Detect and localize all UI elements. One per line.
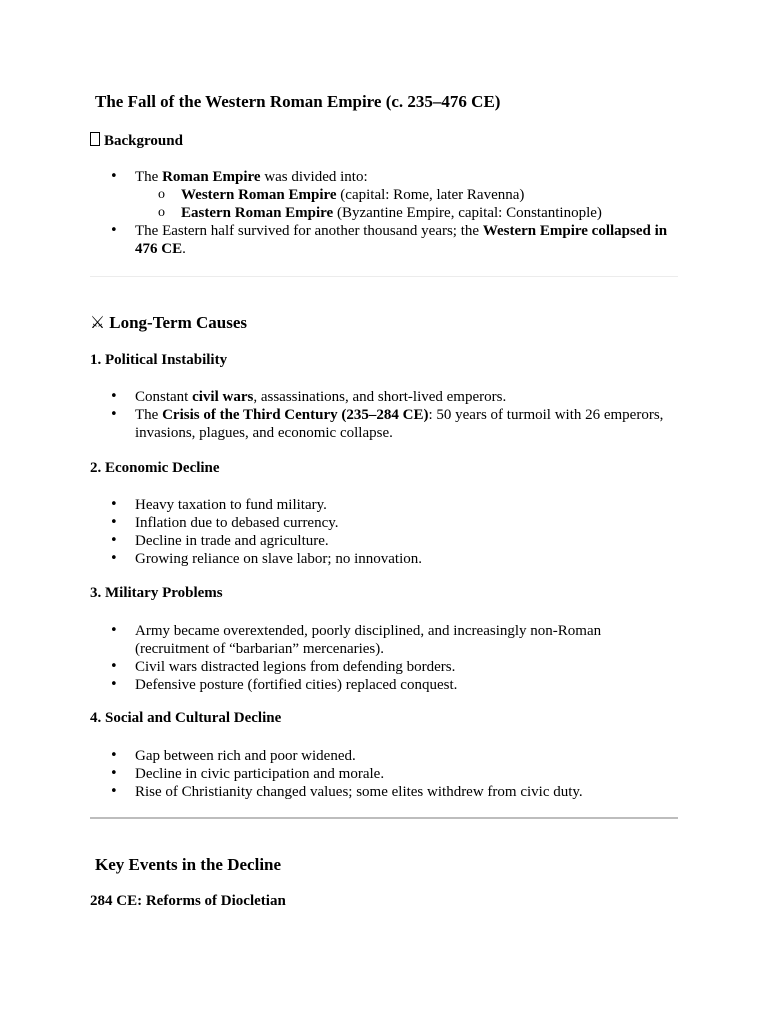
event-heading bbox=[90, 893, 286, 910]
list-item: • Decline in trade and agriculture. bbox=[90, 532, 678, 550]
list-item: • Inflation due to debased currency. bbox=[90, 514, 678, 532]
item-text: The bbox=[135, 407, 163, 423]
section-heading bbox=[90, 585, 223, 602]
item-bold-text: Crisis of the Third Century (235–284 CE) bbox=[162, 407, 429, 423]
missing-glyph-icon bbox=[90, 132, 100, 146]
list-item: • Army became overextended, poorly disciplined, and increasingly non-Roman (recruitment of “barbarian” mercenaries). bbox=[90, 622, 650, 658]
background-list bbox=[90, 168, 678, 258]
item-text: The bbox=[135, 169, 163, 185]
item-bold-text: Roman Empire bbox=[162, 169, 261, 185]
long-term-heading bbox=[90, 313, 247, 333]
sub-list-item bbox=[90, 186, 678, 204]
key-events-heading-text: Key Events in the Decline bbox=[95, 855, 282, 874]
section-divider bbox=[90, 276, 678, 277]
event-heading-text: 284 CE: Reforms of Diocletian bbox=[90, 893, 286, 909]
long-term-heading-text: Long-Term Causes bbox=[109, 313, 247, 332]
section-heading bbox=[90, 352, 227, 369]
list-item: • Rise of Christianity changed values; some elites withdrew from civic duty. bbox=[90, 783, 678, 801]
section-heading-text: 3. Military Problems bbox=[90, 585, 223, 601]
item-text: (Byzantine Empire, capital: Constantinople) bbox=[333, 205, 602, 221]
social-list bbox=[90, 747, 678, 801]
background-heading-text: Background bbox=[104, 133, 183, 149]
section-heading-text: 1. Political Instability bbox=[90, 352, 228, 368]
political-list bbox=[90, 388, 678, 442]
list-item: • Civil wars distracted legions from defending borders. bbox=[90, 658, 650, 676]
item-text: (capital: Rome, later Ravenna) bbox=[336, 187, 525, 203]
list-item bbox=[90, 388, 678, 406]
background-heading bbox=[90, 132, 183, 150]
section-heading-text: 2. Economic Decline bbox=[90, 460, 220, 476]
list-item: • Heavy taxation to fund military. bbox=[90, 496, 678, 514]
list-item: • Decline in civic participation and morale. bbox=[90, 765, 678, 783]
section-heading-text: 4. Social and Cultural Decline bbox=[90, 710, 282, 726]
item-bold-text: Eastern Roman Empire bbox=[181, 205, 334, 221]
section-heading bbox=[90, 710, 281, 727]
key-events-heading bbox=[95, 855, 281, 875]
section-heading bbox=[90, 460, 220, 477]
item-text: Constant bbox=[135, 389, 193, 405]
item-bold-text: civil wars bbox=[192, 389, 254, 405]
list-item bbox=[90, 168, 678, 186]
crossed-swords-icon: ⚔ bbox=[90, 313, 106, 333]
item-text: : 50 years of turmoil with 26 emperors, invasions, plagues, and economic collapse. bbox=[135, 407, 664, 441]
item-bold-text: Western Roman Empire bbox=[181, 187, 337, 203]
item-bold-text: Western Empire collapsed in 476 CE bbox=[135, 223, 668, 257]
document-title: The Fall of the Western Roman Empire (c. 235–476 CE) bbox=[95, 92, 501, 111]
list-item bbox=[90, 222, 678, 258]
section-divider bbox=[90, 817, 678, 819]
sub-list-item bbox=[90, 204, 678, 222]
item-text: was divided into: bbox=[260, 169, 368, 185]
item-text: The Eastern half survived for another thousand years; the bbox=[135, 223, 483, 239]
economic-list bbox=[90, 496, 678, 568]
list-item: • Growing reliance on slave labor; no innovation. bbox=[90, 550, 678, 568]
list-item: • Gap between rich and poor widened. bbox=[90, 747, 678, 765]
item-text: . bbox=[182, 241, 186, 257]
military-list bbox=[90, 622, 650, 694]
item-text: , assassinations, and short-lived emperors. bbox=[253, 389, 507, 405]
list-item: • Defensive posture (fortified cities) replaced conquest. bbox=[90, 676, 650, 694]
list-item bbox=[90, 406, 678, 442]
